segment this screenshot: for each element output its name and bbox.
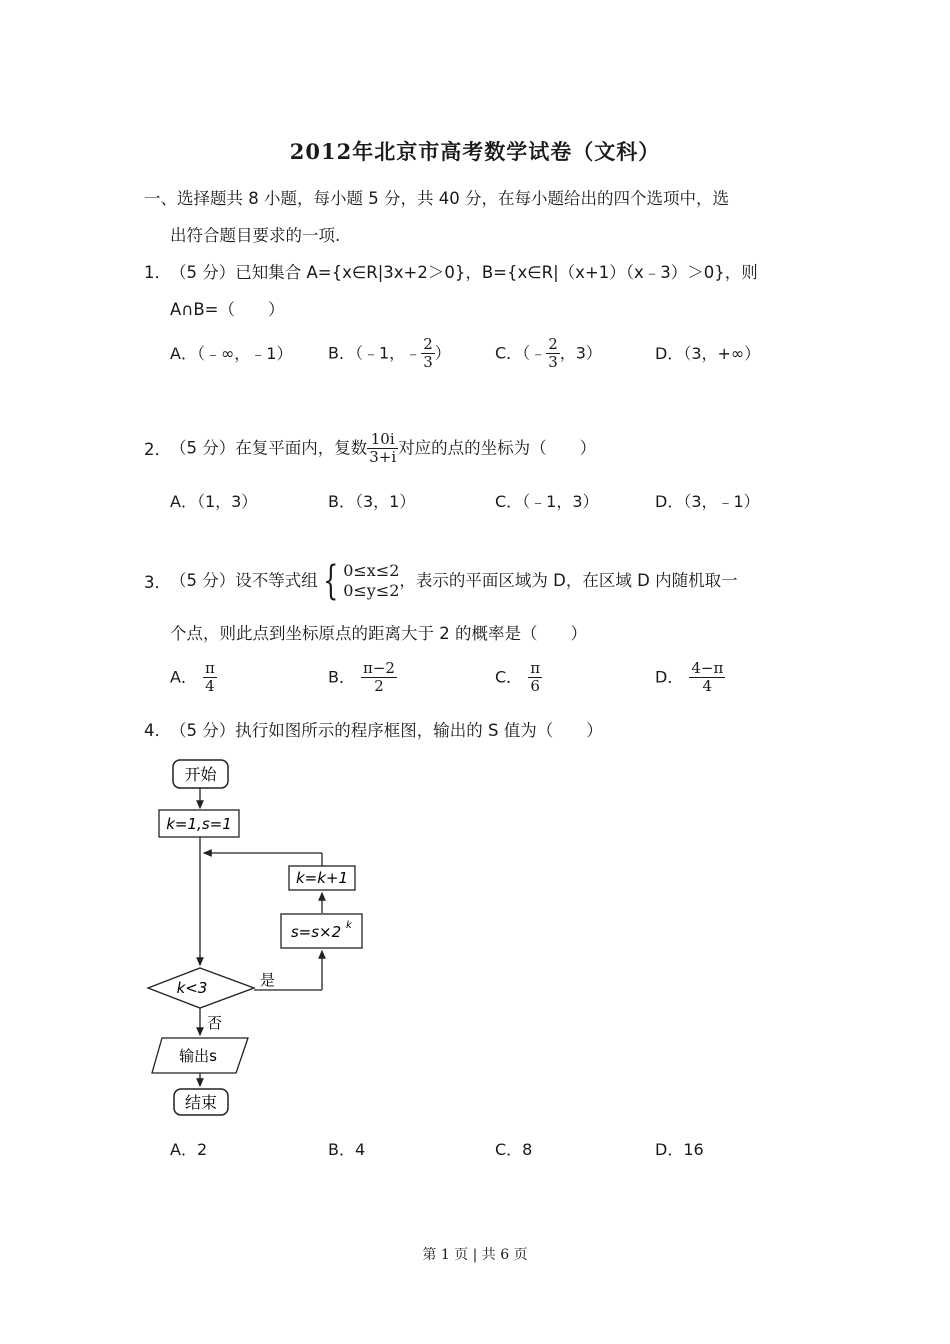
q3-inequality-y: 0≤y≤2 — [343, 581, 400, 600]
q1-option-c-denominator: 3 — [548, 353, 558, 371]
q3-option-a-denominator: 4 — [205, 677, 215, 695]
flowchart-init-label: k=1,s=1 — [166, 815, 232, 833]
q1-option-b: B．（﹣1，﹣ $\frac{2}{3}$ ） — [328, 335, 451, 371]
q1-option-c: C．（﹣ $\frac{2}{3}$ ，3） — [495, 335, 602, 371]
q3-inequality-x: 0≤x≤2 — [343, 561, 400, 580]
q3-option-c-numerator: π — [530, 659, 541, 677]
q2-option-b: B．（3，1） — [328, 492, 416, 511]
q1-option-b-denominator: 3 — [423, 353, 433, 371]
q1-option-c-suffix: ，3） — [559, 343, 602, 363]
q3-option-b-numerator: π−2 — [362, 659, 395, 677]
q1-stem-line2: A∩B=（ ） — [170, 300, 285, 319]
q3-stem-suffix: ，表示的平面区域为 D，在区域 D 内随机取一 — [399, 571, 738, 590]
q3-option-d-denominator: 4 — [702, 677, 713, 695]
q4-stem: （5 分）执行如图所示的程序框图，输出的 S 值为（ ） — [170, 721, 603, 740]
flowchart-start-label: 开始 — [184, 765, 217, 784]
q4-number: 4． — [144, 721, 171, 740]
q3-stem-line1 — [170, 558, 738, 604]
flowchart-output-label: 输出s — [179, 1047, 217, 1065]
q1-option-c-prefix: C．（ — [495, 343, 531, 363]
q1-number: 1． — [144, 263, 171, 282]
q1-option-b-numerator: 2 — [423, 335, 433, 353]
page-title: 2012年北京市高考数学试卷（文科） — [289, 139, 661, 164]
q2-stem-suffix: 对应的点的坐标为（ ） — [398, 438, 597, 458]
page-footer: 第 1 页 | 共 6 页 — [422, 1247, 528, 1263]
flowchart-end-label: 结束 — [184, 1093, 218, 1112]
q3-option-c-fraction — [528, 660, 542, 695]
flowchart-decision-label: k<3 — [176, 979, 208, 997]
q1-stem-line1: （5 分）已知集合 A={x∈R|3x+2＞0}，B={x∈R|（x+1）（x﹣3）＞0}，则 — [170, 263, 758, 282]
q3-option-a-numerator: π — [204, 659, 215, 677]
q3-option-b-fraction — [361, 660, 397, 695]
q4-flowchart — [140, 752, 380, 1122]
q3-option-c-label: C． — [495, 667, 523, 687]
flowchart-increment-label: k=k+1 — [295, 869, 349, 887]
q1-option-b-prefix: B．（﹣1， — [328, 343, 406, 363]
q3-option-b — [328, 660, 397, 695]
q2-stem — [170, 431, 596, 466]
q3-option-a-label: A． — [170, 667, 197, 687]
q3-inequality-system: { 0≤x≤2 0≤y≤2 — [322, 558, 400, 604]
flowchart-yes-label: 是 — [260, 971, 276, 989]
flowchart-no-label: 否 — [207, 1014, 223, 1032]
q4-option-b: B．4 — [328, 1140, 366, 1159]
q3-option-a-fraction — [203, 660, 217, 695]
q4-option-a: A．2 — [170, 1140, 208, 1159]
q3-option-c-denominator: 6 — [530, 677, 540, 695]
q3-option-a — [170, 660, 217, 695]
flowchart-multiply-exponent: k — [346, 920, 352, 931]
q1-option-b-suffix: ） — [434, 343, 451, 363]
q1-option-b-fraction — [421, 336, 435, 371]
q3-option-b-denominator: 2 — [374, 677, 384, 695]
q3-option-d-numerator: 4−π — [691, 659, 724, 677]
q3-option-d-fraction — [689, 660, 725, 695]
q1-option-d: D．（3，+∞） — [655, 344, 761, 363]
q3-option-d — [655, 660, 725, 695]
q3-option-d-label: D． — [655, 667, 684, 687]
q2-denominator: 3+i — [369, 448, 397, 466]
section-heading-line2: 出符合题目要求的一项. — [170, 226, 341, 245]
q1-option-a: A．（﹣∞，﹣1） — [170, 344, 293, 363]
q2-stem-prefix: （5 分）在复平面内，复数 — [170, 438, 368, 458]
q2-option-d: D．（3，﹣1） — [655, 492, 760, 511]
q2-fraction — [367, 431, 398, 466]
q2-option-c: C．（﹣1，3） — [495, 492, 599, 511]
flowchart-multiply-label: s=s×2 — [290, 923, 342, 941]
q2-numerator: 10i — [367, 431, 398, 449]
q2-option-a: A．（1，3） — [170, 492, 258, 511]
q4-option-d: D．16 — [655, 1140, 704, 1159]
q3-option-b-label: B． — [328, 667, 355, 687]
q3-stem-line2: 个点，则此点到坐标原点的距离大于 2 的概率是（ ） — [170, 624, 587, 643]
q1-option-c-numerator: 2 — [548, 335, 558, 353]
q3-number: 3． — [144, 573, 171, 592]
section-heading-line1: 一、选择题共 8 小题，每小题 5 分，共 40 分，在每小题给出的四个选项中，选 — [144, 189, 729, 208]
q4-option-c: C．8 — [495, 1140, 533, 1159]
q3-stem-prefix: （5 分）设不等式组 — [170, 571, 318, 590]
q2-number: 2． — [144, 440, 171, 459]
q1-option-c-fraction — [546, 336, 560, 371]
q3-option-c — [495, 660, 542, 695]
